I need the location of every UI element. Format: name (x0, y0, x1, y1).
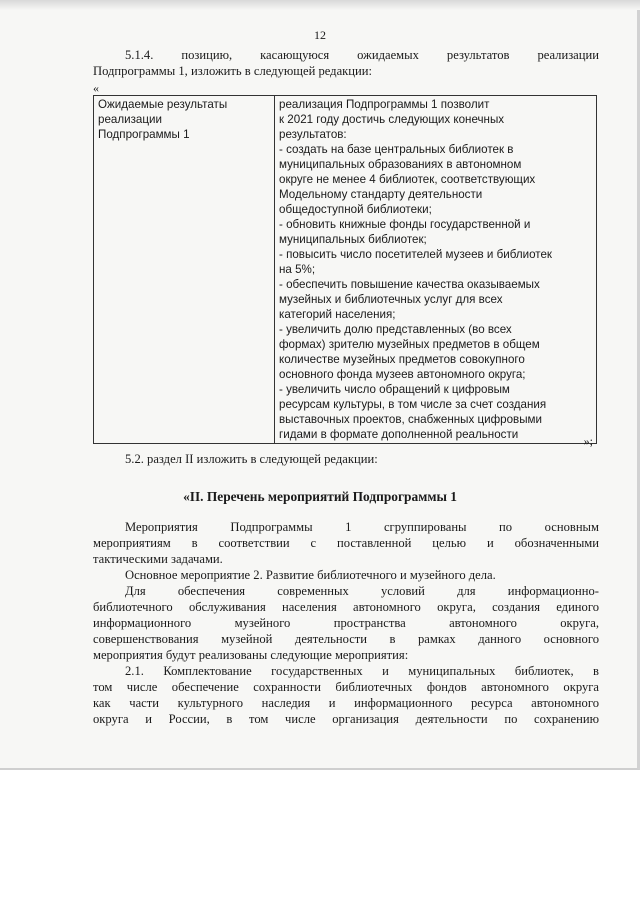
cell-line: реализации (98, 113, 162, 126)
table-row (94, 96, 597, 444)
paragraph-5-2: 5.2. раздел II изложить в следующей редакции: (125, 452, 378, 466)
paragraph-line: библиотечного обслуживания населения автономного округа, создания единого (93, 600, 599, 614)
cell-line: муниципальных библиотек; (279, 233, 427, 246)
paragraph-line: совершенствования музейной деятельности в рамках данного основного (93, 632, 599, 646)
cell-line: количестве музейных предметов совокупного (279, 353, 525, 366)
cell-line: общедоступной библиотеки; (279, 203, 432, 216)
paragraph-2-1 (93, 663, 599, 727)
section-title: «II. Перечень мероприятий Подпрограммы 1 (183, 489, 457, 504)
cell-line: к 2021 году достичь следующих конечных (279, 113, 505, 126)
cell-line: - создать на базе центральных библиотек в (279, 143, 514, 156)
cell-line: Модельному стандарту деятельности (279, 188, 483, 201)
cell-line: муниципальных образованиях в автономном (279, 158, 522, 171)
table-cell-label (94, 96, 275, 444)
paragraph-line: том числе обеспечение сохранности библиотечных фондов автономного округа (93, 680, 599, 694)
cell-line: округе не менее 4 библиотек, соответствующих (279, 173, 536, 186)
paragraph-line: 5.1.4. позицию, касающуюся ожидаемых результатов реализации (125, 48, 599, 62)
paragraph-line: мероприятия будут реализованы следующие мероприятия: (93, 648, 409, 662)
paragraph-grouped-events (93, 519, 599, 567)
cell-line: - повысить число посетителей музеев и библиотек (279, 248, 552, 261)
cell-line: Ожидаемые результаты (98, 98, 228, 111)
paragraph-line: Для обеспечения современных условий для информационно- (125, 584, 599, 598)
cell-line: результатов: (279, 128, 347, 141)
paragraph-5-1-4 (93, 47, 599, 79)
paragraph-line: мероприятиям в соответствии с поставленной целью и обозначенными (93, 536, 599, 550)
expected-results-table (93, 95, 597, 444)
paragraph-line: 2.1. Комплектование государственных и муниципальных библиотек, в (125, 664, 599, 678)
cell-line: - увеличить число обращений к цифровым (279, 383, 510, 396)
paragraph-conditions (93, 583, 599, 663)
cell-line: категорий населения; (279, 308, 396, 321)
page-number: 12 (314, 28, 326, 42)
paragraph-line: Мероприятия Подпрограммы 1 сгруппированы по основным (125, 520, 599, 534)
cell-line: Подпрограммы 1 (98, 128, 190, 141)
cell-line: на 5%; (279, 263, 316, 276)
cell-line: ресурсам культуры, в том числе за счет создания (279, 398, 547, 411)
closing-quote: »; (583, 434, 593, 448)
paragraph-line: информационного музейного пространства автономного округа, (93, 616, 599, 630)
cell-line: - обновить книжные фонды государственной и (279, 218, 531, 231)
paragraph-main-event: Основное мероприятие 2. Развитие библиотечного и музейного дела. (125, 568, 496, 582)
paragraph-line: как части культурного наследия и информационного ресурса автономного (93, 696, 599, 710)
cell-line: - увеличить долю представленных (во всех (279, 323, 512, 336)
cell-line: основного фонда музеев автономного округа; (279, 368, 526, 381)
paragraph-line: округа и России, в том числе организация деятельности по сохранению (93, 712, 599, 726)
paragraph-line: Подпрограммы 1, изложить в следующей редакции: (93, 64, 373, 78)
opening-quote: « (93, 81, 99, 95)
cell-line: формах) зрителю музейных предметов в общем (279, 338, 540, 351)
cell-line: реализация Подпрограммы 1 позволит (279, 98, 490, 111)
cell-line: музейных и библиотечных услуг для всех (279, 293, 503, 306)
paragraph-line: тактическими задачами. (93, 552, 223, 566)
cell-line: - обеспечить повышение качества оказываемых (279, 278, 540, 291)
cell-line: выставочных проектов, снабженных цифровыми (279, 413, 542, 426)
table-cell-results (275, 96, 597, 444)
cell-line: гидами в формате дополненной реальности (279, 428, 519, 441)
